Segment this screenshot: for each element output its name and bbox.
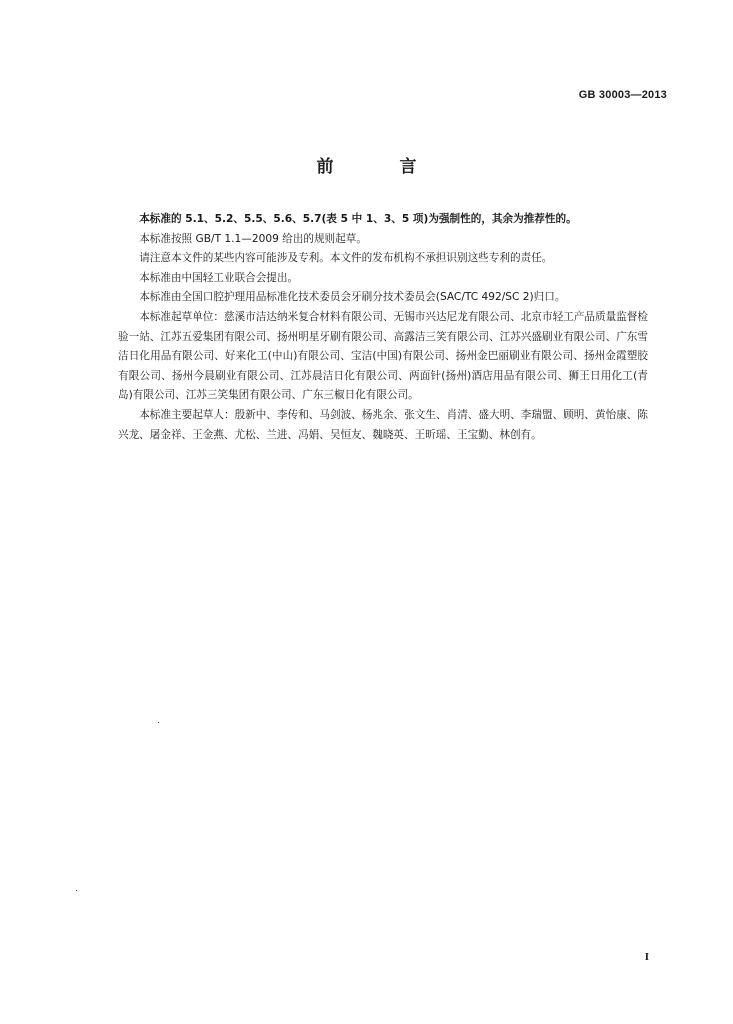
paragraph-technical-committee: 本标准由全国口腔护理用品标准化技术委员会牙刷分技术委员会(SAC/TC 492/SC 2)归口。 <box>139 291 566 304</box>
page-title: 前 言 <box>316 157 447 177</box>
standard-code: GB 30003—2013 <box>578 89 667 101</box>
paragraph-drafting-rules: 本标准按照 GB/T 1.1—2009 给出的规则起草。 <box>139 232 367 245</box>
page-number: I <box>644 951 649 963</box>
scan-speck <box>76 890 77 891</box>
foreword-body <box>118 210 648 445</box>
paragraph-principal-drafters: 本标准主要起草人：殷新中、李传和、马剑波、杨兆余、张文生、肖清、盛大明、李瑞盟、顾明、黄怡康、陈兴龙、屠金祥、王金燕、尤松、兰进、冯娟、吴恒友、魏晓英、王昕瑶、王宝勤、林创有。 <box>118 408 648 441</box>
paragraph-mandatory-clauses: 本标准的 5.1、5.2、5.5、5.6、5.7(表 5 中 1、3、5 项)为强制性的，其余为推荐性的。 <box>139 213 577 225</box>
scan-speck <box>158 722 159 723</box>
paragraph-proposer: 本标准由中国轻工业联合会提出。 <box>139 271 299 284</box>
paragraph-drafting-organizations: 本标准起草单位：慈溪市洁达纳米复合材料有限公司、无锡市兴达尼龙有限公司、北京市轻工产品质量监督检验一站、江苏五爱集团有限公司、扬州明星牙刷有限公司、高露洁三笑有限公司、江苏兴盛刷业有限公司、广东雪洁日化用品有限公司、好来化工(中山)有限公司、宝洁(中国)有限公司、扬州金巴丽刷业有限公司、扬州金霞塑胶有限公司、扬州今晨刷业有限公司、江苏晨洁日化有限公司、两面针(扬州)酒店用品有限公司、狮王日用化工(青岛)有限公司、江苏三笑集团有限公司、广东三椒日化有限公司。 <box>118 310 648 402</box>
paragraph-patent-notice: 请注意本文件的某些内容可能涉及专利。本文件的发布机构不承担识别这些专利的责任。 <box>139 252 553 265</box>
